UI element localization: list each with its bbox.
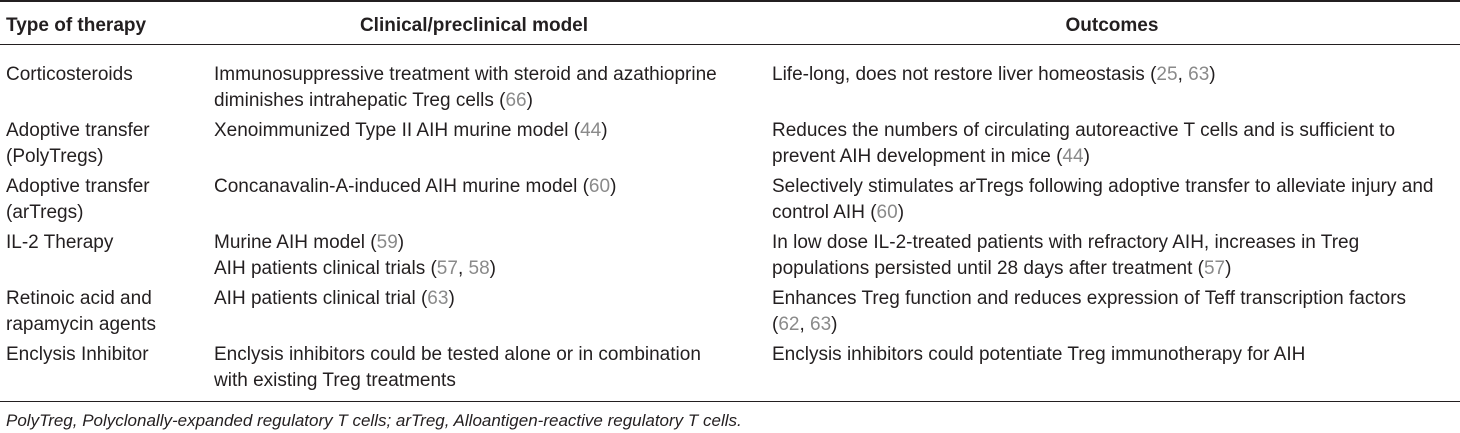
- text-segment: ): [897, 202, 905, 223]
- therapy-line: Retinoic acid and: [6, 288, 152, 309]
- cell-model: [214, 230, 754, 282]
- cell-therapy: [6, 174, 206, 226]
- therapy-line: IL-2 Therapy: [6, 232, 114, 253]
- header-clinical-model: Clinical/preclinical model: [359, 15, 589, 36]
- outcome-line: [772, 286, 1452, 312]
- text-segment: ): [610, 176, 617, 197]
- cell-therapy: [6, 230, 206, 256]
- text-segment: (: [772, 314, 779, 335]
- cell-model: [214, 286, 754, 312]
- reference-link[interactable]: 62: [778, 314, 800, 335]
- reference-link[interactable]: 25: [1156, 64, 1178, 85]
- text-segment: ): [1225, 258, 1232, 279]
- therapy-line: Adoptive transfer: [6, 176, 150, 197]
- reference-link[interactable]: 63: [1188, 64, 1210, 85]
- text-segment: Reduces the numbers of circulating autoreactive T cells and is sufficient to: [772, 120, 1396, 141]
- outcome-line: [772, 256, 1452, 282]
- text-segment: ): [526, 90, 533, 111]
- model-line: [214, 174, 754, 200]
- header-type-of-therapy: Type of therapy: [6, 15, 147, 36]
- reference-link[interactable]: 57: [1203, 258, 1226, 279]
- model-line: [214, 88, 754, 114]
- text-segment: Murine AIH model (: [214, 232, 377, 253]
- cell-outcome: [772, 118, 1452, 170]
- cell-model: [214, 118, 754, 144]
- model-line: [214, 118, 754, 144]
- text-segment: prevent AIH development in mice (: [772, 146, 1063, 167]
- text-segment: ): [397, 232, 405, 253]
- model-line: [214, 256, 754, 282]
- outcome-line: [772, 62, 1452, 88]
- reference-link[interactable]: 57: [436, 258, 458, 279]
- text-segment: Enhances Treg function and reduces expression of Teff transcription factors: [772, 288, 1407, 309]
- cell-outcome: [772, 174, 1452, 226]
- text-segment: ): [489, 258, 496, 279]
- table-body: [0, 62, 1460, 398]
- model-line: [214, 342, 754, 368]
- cell-model: [214, 174, 754, 200]
- text-segment: ,: [457, 258, 469, 279]
- cell-outcome: [772, 286, 1452, 338]
- text-segment: control AIH (: [772, 202, 877, 223]
- text-segment: AIH patients clinical trials (: [214, 258, 437, 279]
- outcome-line: [772, 230, 1452, 256]
- therapy-line: Corticosteroids: [6, 64, 133, 85]
- text-segment: ): [831, 314, 838, 335]
- cell-outcome: [772, 62, 1452, 88]
- outcome-line: [772, 342, 1452, 368]
- therapy-line: rapamycin agents: [6, 314, 156, 335]
- table-header: [0, 0, 1460, 44]
- cell-therapy: [6, 62, 206, 88]
- text-segment: Concanavalin-A-induced AIH murine model (: [214, 176, 589, 197]
- text-segment: ): [601, 120, 608, 141]
- text-segment: with existing Treg treatments: [214, 370, 456, 391]
- text-segment: Selectively stimulates arTregs following adoptive transfer to alleviate injury and: [772, 176, 1434, 197]
- text-segment: Life-long, does not restore liver homeostasis (: [772, 64, 1157, 85]
- outcome-line: [772, 144, 1452, 170]
- cell-therapy: [6, 286, 206, 338]
- text-segment: In low dose IL-2-treated patients with refractory AIH, increases in Treg: [772, 232, 1360, 253]
- reference-link[interactable]: 66: [505, 90, 527, 111]
- text-segment: Enclysis inhibitors could be tested alone or in combination: [214, 344, 701, 365]
- table-row: [0, 342, 1460, 398]
- therapy-line: (PolyTregs): [6, 146, 104, 167]
- reference-link[interactable]: 63: [427, 288, 449, 309]
- text-segment: ,: [799, 314, 811, 335]
- cell-outcome: [772, 230, 1452, 282]
- text-segment: populations persisted until 28 days after treatment (: [772, 258, 1204, 279]
- table-row: [0, 118, 1460, 174]
- header-rule: [0, 44, 1460, 45]
- text-segment: Xenoimmunized Type II AIH murine model (: [214, 120, 581, 141]
- model-line: [214, 230, 754, 256]
- reference-link[interactable]: 60: [588, 176, 611, 197]
- table-row: [0, 230, 1460, 286]
- text-segment: diminishes intrahepatic Treg cells (: [214, 90, 506, 111]
- outcome-line: [772, 174, 1452, 200]
- model-line: [214, 62, 754, 88]
- model-line: [214, 286, 754, 312]
- cell-model: [214, 62, 754, 114]
- table-row: [0, 62, 1460, 118]
- table-bottom-rule: [0, 401, 1460, 402]
- reference-link[interactable]: 58: [468, 258, 490, 279]
- text-segment: ): [1209, 64, 1216, 85]
- therapy-line: Enclysis Inhibitor: [6, 344, 149, 365]
- cell-therapy: [6, 118, 206, 170]
- table-row: [0, 174, 1460, 230]
- table-footnote: PolyTreg, Polyclonally-expanded regulatory T cells; arTreg, Alloantigen-reactive regulatory T cells.: [6, 411, 742, 430]
- therapy-line: (arTregs): [6, 202, 84, 223]
- cell-therapy: [6, 342, 206, 368]
- outcome-line: [772, 200, 1452, 226]
- text-segment: AIH patients clinical trial (: [214, 288, 428, 309]
- reference-link[interactable]: 44: [1062, 146, 1084, 167]
- reference-link[interactable]: 44: [580, 120, 602, 141]
- text-segment: ): [448, 288, 455, 309]
- header-outcomes: Outcomes: [1065, 15, 1159, 36]
- text-segment: Enclysis inhibitors could potentiate Treg immunotherapy for AIH: [772, 344, 1306, 365]
- outcome-line: [772, 312, 1452, 338]
- text-segment: ,: [1177, 64, 1189, 85]
- cell-outcome: [772, 342, 1452, 368]
- therapy-line: Adoptive transfer: [6, 120, 150, 141]
- reference-link[interactable]: 59: [376, 232, 398, 253]
- outcome-line: [772, 118, 1452, 144]
- reference-link[interactable]: 60: [876, 202, 898, 223]
- text-segment: ): [1083, 146, 1090, 167]
- reference-link[interactable]: 63: [810, 314, 832, 335]
- model-line: [214, 368, 754, 394]
- text-segment: Immunosuppressive treatment with steroid and azathioprine: [214, 64, 717, 85]
- cell-model: [214, 342, 754, 394]
- table-row: [0, 286, 1460, 342]
